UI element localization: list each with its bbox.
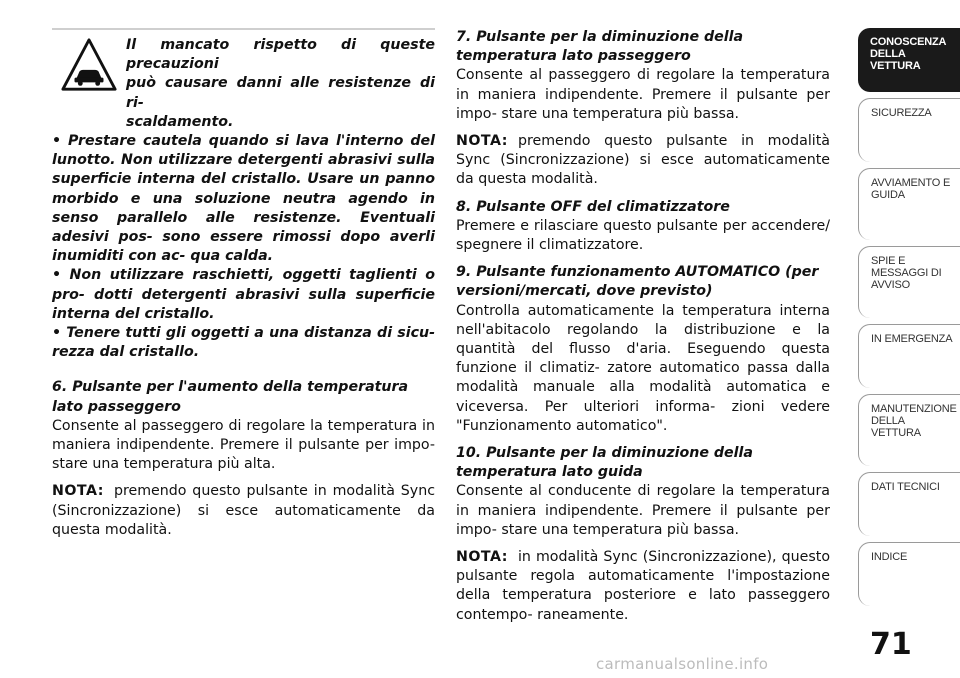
tab-conoscenza-della-vettura[interactable]: CONOSCENZA DELLA VETTURA bbox=[858, 28, 960, 92]
section-9-title: 9. Pulsante funzionamento AUTOMATICO (per versioni/mercati, dove previsto) bbox=[456, 264, 819, 300]
note-text: premendo questo pulsante in modalità Sync (Sincronizzazione) si esce automaticamente da questa modalità. bbox=[52, 483, 435, 538]
chapter-tabs bbox=[858, 28, 960, 612]
watermark: carmanualsonline.info bbox=[596, 655, 769, 673]
warning-intro: Il mancato rispetto di queste precauzioni può causare danni alle resistenze di ri- scaldamento. bbox=[126, 37, 435, 130]
section-10-title: 10. Pulsante per la diminuzione della temperatura lato guida bbox=[456, 445, 753, 481]
tab-indice[interactable]: INDICE bbox=[858, 542, 960, 606]
warning-bullet: • Tenere tutti gli oggetti a una distanza di sicu- rezza dal cristallo. bbox=[52, 325, 435, 361]
page-number: 71 bbox=[870, 627, 912, 662]
tab-sicurezza[interactable]: SICUREZZA bbox=[858, 98, 960, 162]
section-10-note bbox=[456, 548, 830, 625]
note-text: premendo questo pulsante in modalità Sync (Sincronizzazione) si esce automaticamente da questa modalità. bbox=[456, 133, 830, 188]
section-7-note bbox=[456, 132, 830, 190]
tab-manutenzione[interactable]: MANUTENZIONE DELLA VETTURA bbox=[858, 394, 960, 466]
note-label: NOTA: bbox=[52, 483, 104, 500]
left-column bbox=[52, 28, 435, 540]
note-label: NOTA: bbox=[456, 133, 508, 150]
section-6-note bbox=[52, 482, 435, 540]
tab-in-emergenza[interactable]: IN EMERGENZA bbox=[858, 324, 960, 388]
warning-bullet: • Non utilizzare raschietti, oggetti taglienti o pro- dotti detergenti abrasivi sulla superficie interna del cristallo. bbox=[52, 267, 435, 322]
note-label: NOTA: bbox=[456, 549, 508, 566]
section-7-body: Consente al passeggero di regolare la temperatura in maniera indipendente. Premere il pulsante per impo- stare una temperatura più bassa. bbox=[456, 67, 830, 122]
section-8-body: Premere e rilasciare questo pulsante per accendere/ spegnere il climatizzatore. bbox=[456, 217, 830, 254]
warning-triangle-car-icon bbox=[60, 36, 118, 94]
section-10-body: Consente al conducente di regolare la temperatura in maniera indipendente. Premere il pulsante per impo- stare una temperatura più bassa. bbox=[456, 483, 830, 538]
warning-box bbox=[52, 28, 435, 362]
section-7-title: 7. Pulsante per la diminuzione della temperatura lato passeggero bbox=[456, 29, 744, 65]
note-text: in modalità Sync (Sincronizzazione), questo pulsante regola automaticamente l'impostazione della temperatura posteriore e lato passeggero contempo- raneamente. bbox=[456, 549, 830, 623]
warning-bullet: • Prestare cautela quando si lava l'interno del lunotto. Non utilizzare detergenti abrasivi sulla superficie interna del cristallo. Usare un panno morbido e una soluzione neutra agendo in senso parallelo alle resistenze. Eventuali adesivi pos- sono essere rimossi dopo averli inumiditi con ac- qua calda. bbox=[52, 133, 435, 265]
section-9-body: Controlla automaticamente la temperatura interna nell'abitacolo regolando la distribuzione e la quantità del flusso d'aria. Eseguendo questa funzione il climatiz- zatore automatico passa dalla modalità manuale alla modalità automatica e viceversa. Per ulteriori informa- zioni vedere "Funzionamento automatico". bbox=[456, 302, 830, 434]
right-column bbox=[456, 28, 830, 625]
section-6-body: Consente al passeggero di regolare la temperatura in maniera indipendente. Premere il pulsante per impo- stare una temperatura più alta. bbox=[52, 417, 435, 473]
section-6-title: 6. Pulsante per l'aumento della temperatura lato passeggero bbox=[52, 379, 409, 415]
tab-dati-tecnici[interactable]: DATI TECNICI bbox=[858, 472, 960, 536]
tab-avviamento-e-guida[interactable]: AVVIAMENTO E GUIDA bbox=[858, 168, 960, 240]
tab-spie-e-messaggi[interactable]: SPIE E MESSAGGI DI AVVISO bbox=[858, 246, 960, 318]
section-8-title: 8. Pulsante OFF del climatizzatore bbox=[456, 198, 730, 215]
